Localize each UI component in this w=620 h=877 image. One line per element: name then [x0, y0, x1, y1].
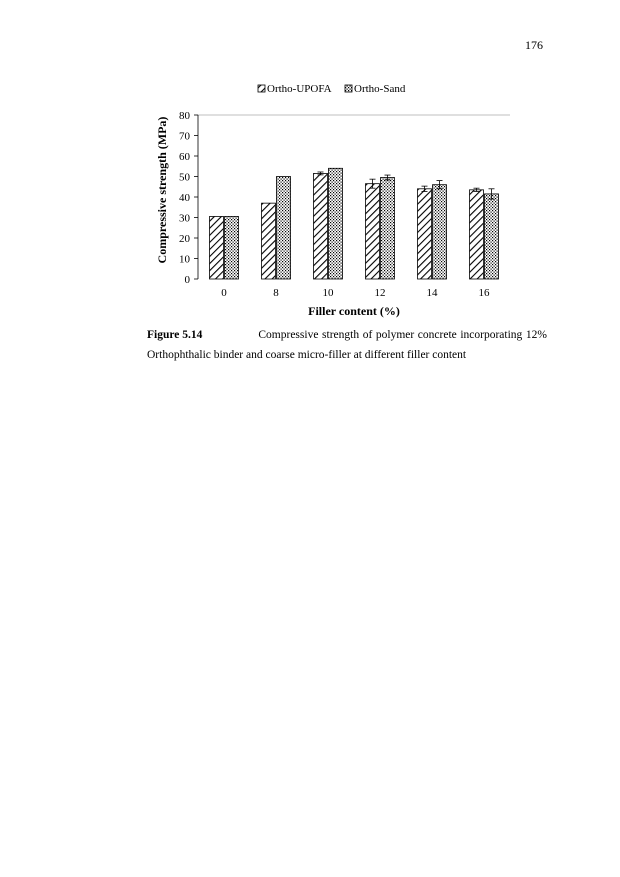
y-tick-label: 20: [179, 233, 190, 245]
x-tick-label: 10: [322, 287, 334, 299]
caption-line-2: Orthophthalic binder and coarse micro-filler at different filler content: [147, 349, 467, 361]
caption-word-6: 12%: [525, 329, 547, 341]
y-tick-label: 60: [179, 151, 190, 163]
x-tick-label: 8: [273, 287, 279, 299]
y-axis-title: Compressive strength (MPa): [155, 116, 169, 264]
caption-word-4: concrete: [417, 329, 457, 341]
x-tick-label: 16: [478, 287, 490, 299]
y-tick-label: 10: [179, 253, 190, 266]
bar-ortho-upofa: [262, 203, 276, 279]
bar-ortho-upofa: [470, 190, 484, 279]
bar-ortho-sand: [225, 216, 239, 279]
caption-word-0: Compressive: [258, 329, 319, 341]
legend-item-ortho-sand: [345, 83, 406, 95]
figure-caption: [147, 325, 547, 365]
caption-word-5: incorporating: [460, 329, 523, 341]
caption-word-2: of: [362, 329, 373, 341]
plot-area: [179, 110, 510, 299]
page-number: 176: [525, 38, 543, 52]
caption-label: Figure 5.14: [147, 329, 203, 341]
bar-ortho-sand: [381, 178, 395, 279]
legend-label-ortho-upofa: Ortho-UPOFA: [267, 83, 332, 95]
bar-ortho-upofa: [418, 189, 432, 279]
x-tick-label: 12: [374, 287, 386, 299]
caption-word-3: polymer: [375, 329, 415, 341]
y-tick-label: 30: [179, 212, 190, 225]
caption-label-group: [147, 325, 318, 345]
bar-ortho-upofa: [210, 216, 224, 279]
bar-ortho-sand: [485, 194, 499, 279]
y-tick-label: 50: [179, 171, 190, 184]
legend-item-ortho-upofa: [258, 83, 332, 95]
y-tick-label: 0: [184, 274, 190, 286]
caption-word-1: strength: [322, 329, 360, 341]
y-tick-label: 40: [179, 192, 190, 204]
caption-line-1: [147, 325, 547, 345]
y-tick-label: 80: [179, 110, 190, 122]
bar-ortho-sand: [277, 177, 291, 280]
legend-label-ortho-sand: Ortho-Sand: [354, 83, 406, 95]
bar-ortho-sand: [433, 185, 447, 279]
x-tick-label: 14: [426, 287, 438, 299]
bar-ortho-upofa: [314, 173, 328, 279]
y-tick-label: 70: [179, 130, 190, 143]
x-tick-label: 0: [221, 287, 227, 299]
bar-ortho-sand: [329, 168, 343, 279]
legend: [258, 83, 406, 95]
bar-ortho-upofa: [366, 184, 380, 279]
x-axis-title: Filler content (%): [308, 304, 400, 318]
compressive-strength-chart: [150, 75, 520, 320]
